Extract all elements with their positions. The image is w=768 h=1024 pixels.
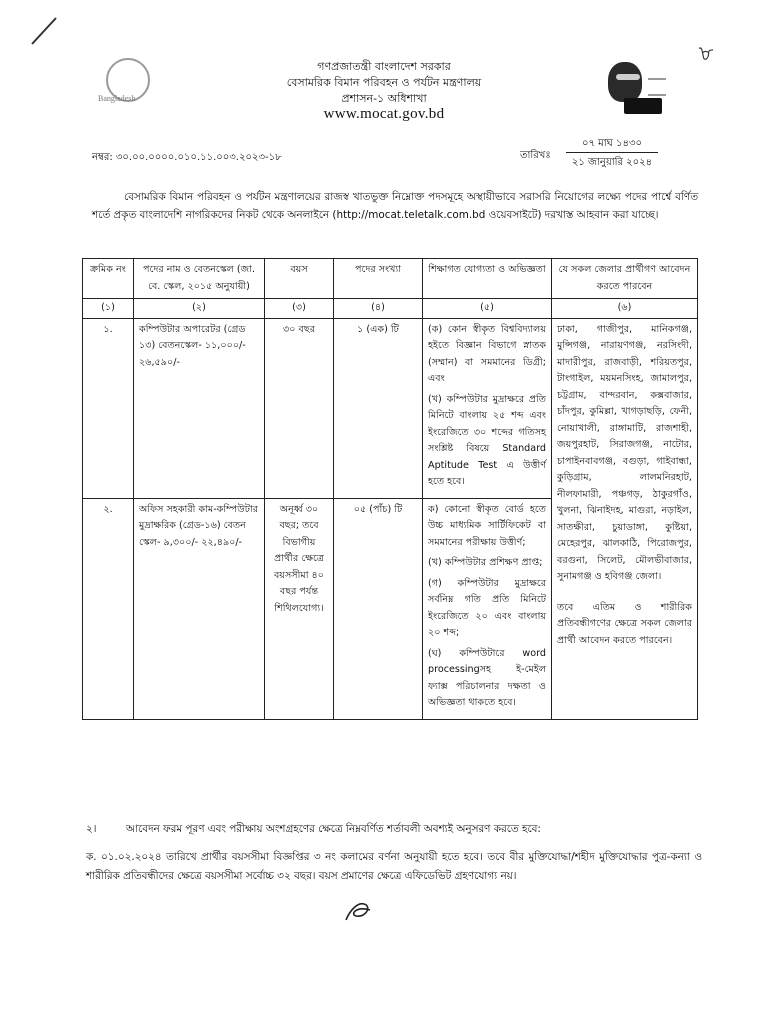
- post-count: ০৫ (পাঁচ) টি: [334, 498, 423, 719]
- qualification-item: (খ) কম্পিউটার মুদ্রাক্ষরে প্রতি মিনিটে বাংলায় ২৫ শব্দ এবং ইংরেজিতে ৩০ শব্দের গতিসহ সংশ্লিষ্ট বিষয়ে Standard Aptitude Test এ উত্তীর্ণ হতে হবে।: [428, 393, 546, 487]
- section-number: ২।: [86, 823, 97, 835]
- logo-caption: Bangladesh: [98, 94, 136, 103]
- district-note: তবে এতিম ও শারীরিক প্রতিবন্ধীগণের ক্ষেত্রে সকল জেলার প্রার্থী আবেদন করতে পারবেন।: [557, 601, 692, 646]
- col-num: (৫): [423, 299, 552, 319]
- age-limit: অনূর্ধ্ব ৩০ বছর; তবে বিভাগীয় প্রার্থীর ক্ষেত্রে বয়সসীমা ৪০ বছর পর্যন্ত শিথিলযোগ্য।: [265, 498, 334, 719]
- qualification-item: (ঘ) কম্পিউটারে word processingসহ ই-মেইল ফ্যাক্স পরিচালনার দক্ষতা ও অভিজ্ঞতা থাকতে হবে।: [428, 647, 546, 708]
- col-num: (৪): [334, 299, 423, 319]
- post-name: কম্পিউটার অপারেটর (গ্রেড ১৩) বেতনস্কেল- ১১,০০০/- ২৬,৫৯০/-: [134, 318, 265, 498]
- table-header-row: [83, 259, 698, 299]
- row-serial: ২.: [83, 498, 134, 719]
- pen-stroke-mark: [28, 14, 60, 48]
- website-link[interactable]: www.mocat.gov.bd: [323, 106, 445, 122]
- date-bangla: ০৭ মাঘ ১৪৩০: [582, 138, 642, 149]
- column-number-row: [83, 299, 698, 319]
- col-num: (৩): [265, 299, 334, 319]
- qualification: [423, 318, 552, 498]
- header-post: পদের নাম ও বেতনস্কেল (জা. বে. স্কেল, ২০১৫ অনুযায়ী): [134, 259, 265, 299]
- date-english: ২১ জানুয়ারি ২০২৪: [571, 157, 653, 168]
- col-num: (৬): [552, 299, 698, 319]
- header-districts: যে সকল জেলার প্রার্থীগণ আবেদন করতে পারবেন: [552, 259, 698, 299]
- ministry-title: বেসামরিক বিমান পরিবহন ও পর্যটন মন্ত্রণালয়: [286, 76, 482, 89]
- header-age: বয়স: [265, 259, 334, 299]
- qualification-item: ক) কোনো স্বীকৃত বোর্ড হতে উচ্চ মাধ্যমিক সার্টিফিকেট বা সমমানের পরীক্ষায় উত্তীর্ণ;: [428, 503, 546, 548]
- header-count: পদের সংখ্যা: [334, 259, 423, 299]
- division-title: প্রশাসন-১ অধিশাখা: [341, 92, 427, 105]
- date-block: [566, 136, 658, 172]
- post-count: ১ (এক) টি: [334, 318, 423, 498]
- header-qualification: শিক্ষাগত যোগ্যতা ও অভিজ্ঞতা: [423, 259, 552, 299]
- section-2-heading: [86, 822, 541, 839]
- signature-mark: [340, 896, 380, 926]
- section-2-text: আবেদন ফরম পূরণ এবং পরীক্ষায় অংশগ্রহণের ক্ষেত্রে নিম্নবর্ণিত শর্তাবলী অবশ্যই অনুসরণ করতে হবে:: [126, 823, 541, 835]
- handwritten-corner-mark: ৮: [697, 39, 717, 68]
- age-limit: ৩০ বছর: [265, 318, 334, 498]
- date-divider: [566, 152, 658, 153]
- qualification-item: (ক) কোন স্বীকৃত বিশ্ববিদ্যালয় হইতে বিজ্ঞান বিভাগে স্নাতক (সম্মান) বা সমমানের ডিগ্রী; এবং: [428, 323, 546, 384]
- qualification-item: (গ) কম্পিউটার মুদ্রাক্ষরে সর্বনিম্ন গতি প্রতি মিনিটে ইংরেজিতে ২০ এবং বাংলায় ২০ শব্দ;: [428, 577, 546, 638]
- col-num: (১): [83, 299, 134, 319]
- row-serial: ১.: [83, 318, 134, 498]
- vacancy-table: [82, 258, 698, 720]
- condition-ka: ক. ০১.০২.২০২৪ তারিখে প্রার্থীর বয়সসীমা বিজ্ঞপ্তির ৩ নং কলামের বর্ণনা অনুযায়ী হতে হবে। তবে বীর মুক্তিযোদ্ধা/শহীদ মুক্তিযোদ্ধার পুত্র-কন্যা ও শারীরিক প্রতিবন্ধীদের ক্ষেত্রে বয়সসীমা সর্বোচ্চ ৩২ বছর। বয়স প্রমাণের ক্ষেত্রে এফিডেভিট গ্রহণযোগ্য নয়।: [86, 851, 702, 882]
- table-row: [83, 318, 698, 498]
- memo-reference-number: নম্বর: ৩০.০০.০০০০.০১০.১১.০০৩.২০২৩-১৮: [92, 152, 282, 163]
- eligible-districts: [552, 318, 698, 719]
- header-serial: ক্রমিক নং: [83, 259, 134, 299]
- district-list: ঢাকা, গাজীপুর, মানিকগঞ্জ, মুন্সিগঞ্জ, নারায়ণগঞ্জ, নরসিংদী, মাদারীপুর, রাজবাড়ী, শরিয়তপুর, টাংগাইল, ময়মনসিংহ, জামালপুর, চট্টগ্রাম, বান্দরবান, কক্সবাজার, চাঁদপুর, কুমিল্লা, খাগড়াছড়ি, ফেনী, নোয়াখালী, রাঙ্গামাটি, রাজশাহী, জয়পুরহাট, সিরাজগঞ্জ, নাটোর, চাপাইনবাবগঞ্জ, বগুড়া, গাইবান্ধা, কুড়িগ্রাম, লালমনিরহাট, নীলফামারী, পঞ্চগড়, ঠাকুরগাঁও, খুলনা, ঝিনাইদহ, মাগুরা, নড়াইল, সাতক্ষীরা, চুয়াডাঙ্গা, কুষ্টিয়া, মেহেরপুর, ঝালকাঠি, পিরোজপুর, বরগুনা, সিলেট, মৌলভীবাজার, সুনামগঞ্জ ও হবিগঞ্জ জেলা।: [557, 323, 692, 582]
- qualification-item: (খ) কম্পিউটার প্রশিক্ষণ প্রাপ্ত;: [428, 557, 543, 568]
- col-num: (২): [134, 299, 265, 319]
- qualification: [423, 498, 552, 719]
- intro-paragraph: বেসামরিক বিমান পরিবহন ও পর্যটন মন্ত্রণালয়ের রাজস্ব খাতভুক্ত নিম্নোক্ত পদসমূহে অস্থায়ীভাবে সরাসরি নিয়োগের লক্ষ্যে পদের পার্শ্বে বর্ণিত শর্তে প্রকৃত বাংলাদেশি নাগরিকদের নিকট থেকে অনলাইনে (http://mocat.teletalk.com.bd ওয়েবসাইটে) দরখাস্ত আহবান করা যাচ্ছে।: [92, 191, 698, 221]
- post-name: অফিস সহকারী কাম-কম্পিউটার মুদ্রাক্ষরিক (গ্রেড-১৬) বেতন স্কেল- ৯,৩০০/- ২২,৪৯০/-: [134, 498, 265, 719]
- date-label: তারিখঃ: [520, 150, 551, 161]
- government-title: গণপ্রজাতন্ত্রী বাংলাদেশ সরকার: [317, 60, 451, 73]
